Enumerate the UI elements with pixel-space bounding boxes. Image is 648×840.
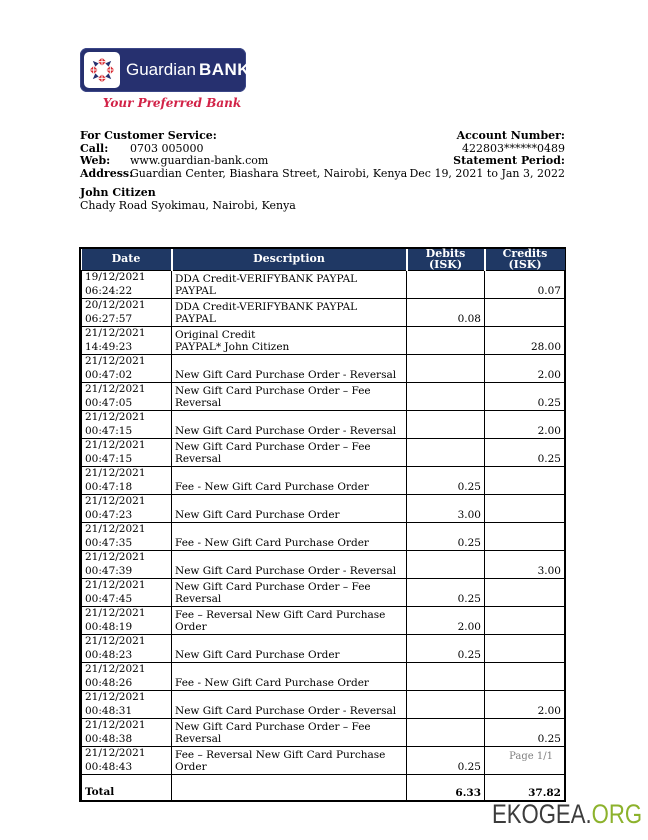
transaction-credit: 28.00 [485, 327, 565, 355]
transaction-date-cell [82, 327, 172, 355]
transaction-description-line: DDA Credit-VERIFYBANK PAYPAL [175, 273, 358, 285]
transaction-date: 21/12/2021 [85, 551, 146, 563]
transaction-description-line: New Gift Card Purchase Order [175, 508, 340, 521]
transaction-description-line: PAYPAL [175, 284, 216, 297]
transaction-date: 21/12/2021 [85, 327, 146, 339]
bank-logo-text [126, 60, 250, 80]
transaction-credit [485, 523, 565, 551]
customer-block [80, 187, 296, 212]
transaction-date-cell [82, 495, 172, 523]
call-label: Call: [80, 141, 109, 155]
address-label: Address: [80, 166, 134, 180]
transaction-date-cell [82, 411, 172, 439]
bank-logo-emblem-icon [84, 52, 120, 88]
transaction-date: 21/12/2021 [85, 579, 146, 591]
transaction-time: 00:47:39 [85, 564, 133, 577]
transaction-date-cell [82, 523, 172, 551]
header-credits-line1: Credits [502, 247, 548, 260]
transaction-description-cell [172, 607, 407, 635]
watermark-dark-text: EKOGEA. [491, 799, 592, 829]
transaction-time: 00:47:02 [85, 368, 133, 381]
transaction-date-cell [82, 355, 172, 383]
transaction-description-cell [172, 747, 407, 775]
transaction-description-cell [172, 635, 407, 663]
transactions-table-wrap [79, 247, 566, 802]
transaction-description-cell [172, 579, 407, 607]
transaction-debit [407, 327, 485, 355]
transaction-description-line: New Gift Card Purchase Order - Reversal [175, 424, 397, 437]
transaction-row [82, 327, 565, 355]
transaction-description-line: New Gift Card Purchase Order – Fee Reversal [175, 721, 371, 745]
transaction-debit [407, 411, 485, 439]
watermark-green-text: ORG [591, 799, 642, 829]
transaction-time: 06:27:57 [85, 312, 133, 325]
transaction-time: 00:47:05 [85, 396, 133, 409]
transaction-time: 06:24:22 [85, 284, 133, 297]
total-credits: 37.82 [485, 775, 565, 800]
transaction-description-line: New Gift Card Purchase Order – Fee Reversal [175, 581, 371, 605]
transaction-debit [407, 719, 485, 747]
transaction-credit [485, 663, 565, 691]
transaction-date-cell [82, 691, 172, 719]
watermark-logo [492, 799, 642, 830]
transaction-time: 00:47:35 [85, 536, 133, 549]
transaction-debit: 3.00 [407, 495, 485, 523]
bank-logo [80, 48, 251, 92]
transaction-debit: 2.00 [407, 607, 485, 635]
transaction-date: 21/12/2021 [85, 719, 146, 731]
total-row [82, 775, 565, 800]
transaction-credit [485, 635, 565, 663]
transaction-description-cell [172, 663, 407, 691]
transaction-date-cell [82, 439, 172, 467]
web-label: Web: [80, 154, 111, 167]
bank-tagline: Your Preferred Bank [102, 96, 242, 110]
transaction-time: 00:47:18 [85, 480, 133, 493]
transaction-description-cell [172, 691, 407, 719]
transaction-date-cell [82, 607, 172, 635]
header-credits-line2: (ISK) [508, 257, 542, 271]
transaction-time: 00:48:43 [85, 760, 133, 773]
transaction-credit: 2.00 [485, 355, 565, 383]
transaction-credit: 0.25 [485, 383, 565, 411]
transaction-row [82, 691, 565, 719]
transaction-time: 00:48:31 [85, 704, 133, 717]
transaction-debit [407, 551, 485, 579]
transaction-row [82, 607, 565, 635]
call-value: 0703 005000 [130, 141, 204, 155]
contact-row-address [80, 168, 407, 181]
transaction-description-cell [172, 411, 407, 439]
transactions-header [82, 249, 565, 271]
header-date: Date [82, 249, 172, 271]
transaction-date-cell [82, 299, 172, 327]
transaction-time: 00:47:15 [85, 424, 133, 437]
transaction-debit [407, 271, 485, 299]
transaction-date: 21/12/2021 [85, 691, 146, 703]
transaction-description-line: Fee - New Gift Card Purchase Order [175, 480, 369, 493]
header-debits-line1: Debits [425, 247, 466, 260]
transaction-debit [407, 439, 485, 467]
transaction-date-cell [82, 551, 172, 579]
account-number-label: Account Number: [456, 129, 565, 142]
transaction-date: 21/12/2021 [85, 607, 146, 619]
transaction-description-cell [172, 719, 407, 747]
transaction-date-cell [82, 383, 172, 411]
transaction-description-cell [172, 551, 407, 579]
transaction-debit [407, 355, 485, 383]
transaction-row [82, 663, 565, 691]
customer-address: Chady Road Syokimau, Nairobi, Kenya [80, 198, 296, 212]
transaction-date: 21/12/2021 [85, 663, 146, 675]
transaction-credit [485, 495, 565, 523]
total-desc-empty [172, 775, 407, 800]
transaction-debit [407, 663, 485, 691]
transaction-row [82, 467, 565, 495]
statement-period-value: Dec 19, 2021 to Jan 3, 2022 [409, 166, 565, 180]
transaction-time: 00:47:23 [85, 508, 133, 521]
transaction-credit [485, 467, 565, 495]
transaction-date: 21/12/2021 [85, 523, 146, 535]
transaction-description-line: Fee – Reversal New Gift Card Purchase Order [175, 749, 386, 773]
transaction-date-cell [82, 271, 172, 299]
transaction-debit: 0.25 [407, 523, 485, 551]
transaction-date-cell [82, 467, 172, 495]
total-debits: 6.33 [407, 775, 485, 800]
transactions-table [81, 249, 565, 800]
web-value: www.guardian-bank.com [130, 154, 269, 167]
pinwheel-diamond-icon [87, 55, 117, 85]
transaction-description-line: PAYPAL* John Citizen [175, 340, 290, 353]
transaction-credit: 2.00 [485, 411, 565, 439]
transaction-time: 00:47:15 [85, 452, 133, 465]
transaction-row [82, 271, 565, 299]
transaction-description-cell [172, 439, 407, 467]
transaction-description-line: Fee - New Gift Card Purchase Order [175, 676, 369, 689]
transaction-credit: 3.00 [485, 551, 565, 579]
transaction-credit [485, 607, 565, 635]
transaction-description-cell [172, 327, 407, 355]
header-description: Description [172, 249, 407, 271]
customer-name: John Citizen [80, 186, 156, 199]
transaction-debit: 0.25 [407, 635, 485, 663]
transaction-time: 00:48:38 [85, 732, 133, 745]
transaction-date: 21/12/2021 [85, 439, 146, 451]
transaction-time: 00:48:19 [85, 620, 133, 633]
transaction-time: 14:49:23 [85, 340, 133, 353]
transaction-row [82, 523, 565, 551]
transaction-date-cell [82, 747, 172, 775]
transaction-date-cell [82, 663, 172, 691]
address-value: Guardian Center, Biashara Street, Nairobi, Kenya [130, 166, 408, 180]
transaction-row [82, 355, 565, 383]
transaction-debit: 0.25 [407, 467, 485, 495]
account-info-block [409, 130, 565, 180]
transactions-body [82, 271, 565, 775]
transaction-date: 21/12/2021 [85, 635, 146, 647]
transaction-description-cell [172, 495, 407, 523]
transaction-row [82, 579, 565, 607]
transaction-description-cell [172, 383, 407, 411]
transaction-date: 21/12/2021 [85, 467, 146, 479]
transaction-time: 00:47:45 [85, 592, 133, 605]
transaction-date: 19/12/2021 [85, 271, 146, 283]
transaction-time: 00:48:23 [85, 648, 133, 661]
transaction-row [82, 719, 565, 747]
transaction-row [82, 551, 565, 579]
transaction-date-cell [82, 719, 172, 747]
transaction-date: 21/12/2021 [85, 411, 146, 423]
statement-info [80, 130, 565, 180]
total-label: Total [82, 775, 172, 800]
transaction-description-line: PAYPAL [175, 312, 216, 325]
header-credits [485, 249, 565, 271]
transaction-description-line: New Gift Card Purchase Order - Reversal [175, 368, 397, 381]
transaction-description-line: DDA Credit-VERIFYBANK PAYPAL [175, 301, 358, 313]
bank-name-regular: Guardian [126, 60, 196, 79]
transaction-row [82, 411, 565, 439]
transaction-date: 21/12/2021 [85, 355, 146, 367]
transaction-description-line: New Gift Card Purchase Order - Reversal [175, 704, 397, 717]
transaction-date: 21/12/2021 [85, 747, 146, 759]
transaction-date-cell [82, 635, 172, 663]
transaction-credit: 0.25 [485, 439, 565, 467]
header-debits [407, 249, 485, 271]
transaction-row [82, 383, 565, 411]
transaction-credit [485, 299, 565, 327]
transaction-row [82, 635, 565, 663]
transaction-debit: 0.08 [407, 299, 485, 327]
transaction-time: 00:48:26 [85, 676, 133, 689]
transaction-debit: 0.25 [407, 747, 485, 775]
customer-service-block [80, 130, 407, 180]
transaction-row [82, 495, 565, 523]
transaction-description-cell [172, 467, 407, 495]
transaction-description-line: New Gift Card Purchase Order – Fee Reversal [175, 441, 371, 465]
transaction-credit: 0.07 [485, 271, 565, 299]
transaction-description-line: Fee - New Gift Card Purchase Order [175, 536, 369, 549]
transaction-date: 21/12/2021 [85, 495, 146, 507]
bank-name-bold: BANK [198, 60, 251, 79]
transaction-description-line: New Gift Card Purchase Order - Reversal [175, 564, 397, 577]
transaction-debit [407, 383, 485, 411]
transaction-row [82, 439, 565, 467]
transaction-debit [407, 691, 485, 719]
header-debits-line2: (ISK) [428, 257, 463, 271]
transaction-description-line: New Gift Card Purchase Order – Fee Reversal [175, 385, 371, 409]
customer-service-heading: For Customer Service: [80, 129, 217, 142]
transaction-description-line: Original Credit [175, 329, 256, 341]
account-number-value: 422803******0489 [462, 141, 565, 155]
transaction-description-line: Fee – Reversal New Gift Card Purchase Order [175, 609, 386, 633]
transaction-description-cell [172, 299, 407, 327]
transaction-date: 20/12/2021 [85, 299, 146, 311]
transaction-credit: 0.25 [485, 719, 565, 747]
transaction-date-cell [82, 579, 172, 607]
page-indicator: Page 1/1 [509, 751, 553, 762]
transaction-debit: 0.25 [407, 579, 485, 607]
transaction-description-line: New Gift Card Purchase Order [175, 648, 340, 661]
transaction-credit [485, 579, 565, 607]
transaction-description-cell [172, 355, 407, 383]
transaction-row [82, 299, 565, 327]
transaction-credit: 2.00 [485, 691, 565, 719]
transaction-description-cell [172, 271, 407, 299]
statement-period-label: Statement Period: [453, 154, 565, 167]
transaction-date: 21/12/2021 [85, 383, 146, 395]
transaction-description-cell [172, 523, 407, 551]
